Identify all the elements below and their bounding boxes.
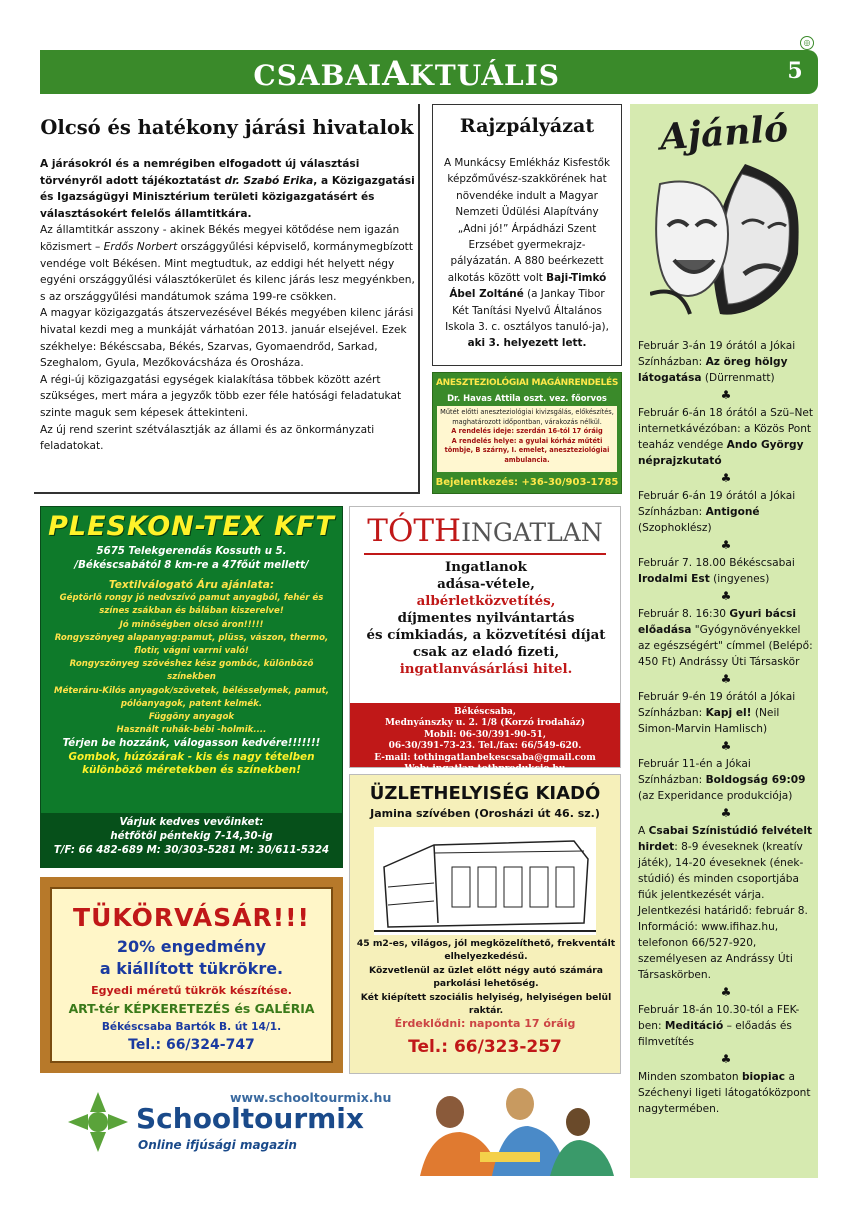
article-paragraph: Az államtitkár asszony - akinek Békés megyei kötődése nem igazán közismert – Erdős Norbert országgyűlési képviselő, kormánymegbízott vendége volt Békésen. Mint megtudtuk, az eddigi hét helyett négy egyéni országgyűlési választókerület és kilenc járás lesz megyénkben, s az országgyűlési mandátumok száma 199-re csökken. [40,224,415,303]
magazine-title: CSABAIAKTUÁLIS [253,54,560,94]
shop-rental-details [354,937,618,1017]
mirror-sale-ad [40,877,343,1073]
event-item: Február 3-án 19 órától a Jókai Színházban: Az öreg hölgy látogatása (Dürrenmatt) [638,340,796,384]
service-line: ingatlanvásárlási hitel. [399,661,573,677]
offer-line: Függöny anyagok [148,712,235,723]
service-line: adása-vétele, [437,576,535,592]
article-lead: A járásokról és a nemrégiben elfogadott új választási törvényről adott tájékoztatást dr. Szabó Erika, a Közigazgatási és Igazságügyi Minisztérium területi közigazgatásért és választásokért felelős államtitkára. [40,158,415,220]
theater-masks-icon [650,164,800,324]
article-paragraph: Az új rend szerint szétválasztják az állami és az önkormányzati feladatokat. [40,423,375,453]
discount-line: a kiállított tükrökre. [99,959,284,978]
event-item: A Csabai Színistúdió felvételt hirdet: 8-9 éveseknek (kreatív játék), 14-20 éveseknek (ének-stúdió) és minden csoportjába fiúk jelentkezését várja. Jelentkezési határidő: február 8. Információ: www.ifihaz.hu, telefonon 66/527-920, személyesen az Andrássy Úti Társaskörben. [638,825,813,981]
offer-line: Jó minőségben olcsó áron!!!!! [119,619,264,630]
shop-rental-ad [349,774,621,1074]
offer-line: Gombok, húzózárak - kis és nagy tételben különböző méretekben és színekben! [68,750,315,776]
event-item: Minden szombaton biopiac a Széchenyi ligeti látogatóközpont nagytermében. [638,1071,811,1115]
offer-line: Méteráru-Kilós anyagok/szövetek, bélésselymek, pamut, pólóanyagok, patent kelmék. [54,685,329,709]
students-photo-icon [410,1082,616,1176]
pleskon-address [41,545,342,573]
detail-line: Közvetlenül az üzlet előtt négy autó számára parkolási lehetőség. [368,964,604,990]
hours-label: Várjuk kedves vevőinket: [119,817,264,828]
discount-line: 20% engedmény [116,937,267,956]
mirror-sale-frame [50,887,333,1063]
event-item: Február 6-án 18 órától a Szü–Net internetkávézóban: a Közös Pont teaház vendége Ando György néprajzkutató [638,407,814,467]
schooltourmix-url: www.schooltourmix.hu [230,1090,392,1105]
shop-rental-contact-hours: Érdeklődni: naponta 17 óráig [394,1017,576,1030]
sidebar-title: Ajánló [658,107,790,159]
offer-line: Használt ruhák-bébi -holmik.... [116,725,267,736]
event-item: Február 18-án 10.30-tól a FEK-ben: Meditáció – előadás és filmvetítés [638,1004,800,1048]
drawing-contest-text: A Munkácsy Emlékház Kisfestők képzőművész-szakkörének hat növendéke indult a Magyar Nemzeti Üdülési Alapítvány „Adni jó!” Árpádházi Szent Erzsébet gyermekrajz-pályázatán. A 880 beérkezett alkotás között volt Baji-Timkó Ábel Zoltáné (a Jankay Tibor Két Tanítási Nyelvű Általános Iskola 3. c. osztályos tanuló-ja), aki 3. helyezett lett. [443,157,611,350]
club-separator-icon: ♣ [720,388,732,402]
contact-line: Békéscsaba, [454,707,516,717]
offer-line: Rongyszönyeg szövéshez kész gombóc, különböző színekben [69,659,314,683]
pleskon-phones: T/F: 66 482-689 M: 30/303-5281 M: 30/611-5324 [53,845,330,856]
contact-web: Web: ingatlan.tothprodukcio.hu [404,764,566,775]
shop-rental-title: ÜZLETHELYISÉG KIADÓ [369,783,601,804]
contact-line: Mednyánszky u. 2. 1/8 (Korzó irodaház) [384,718,586,729]
service-line: és címkiadás, a közvetítési díjat [366,627,606,643]
club-separator-icon: ♣ [720,672,732,686]
pleskon-title: PLESKON-TEX KFT [48,511,335,542]
club-separator-icon: ♣ [720,538,732,552]
article-paragraph: A magyar közigazgatás átszervezésével Békés megyében kilenc járási hivatal kezdi meg a munkáját várhatóan 2013. január elsejével. Ezek székhelye: Békéscsaba, Békés, Szarvas, Gyomaendrőd, Sarkad, Szeghalom, Gyula, Mezőkovácsháza és Orosháza. [40,307,414,370]
toth-logo: TÓTHINGATLAN [367,513,603,549]
offer-line: Rongyszönyeg alapanyag:pamut, plüss, vászon, thermo, flotir, vágni varrni való! [54,632,329,657]
service-line: Ingatlanok [445,559,527,575]
service-line: albérletközvetítés, [416,593,556,609]
office-location: A rendelés helye: a gyulai kórház műtéti tömbje, B szárny, I. emelet, aneszteziológiai ambulancia. [444,436,610,464]
schooltourmix-banner [40,1080,622,1178]
club-separator-icon: ♣ [720,1052,732,1066]
club-separator-icon: ♣ [720,471,732,485]
toth-ingatlan-ad [349,506,621,775]
main-article [34,104,420,494]
service-line: csak az eladó fizeti, [412,644,560,660]
gallery-address: Békéscsaba Bartók B. út 14/1. [101,1021,282,1033]
contact-line: Mobil: 06-30/391-90-51, [423,729,547,740]
pleskon-tex-ad [40,506,343,868]
building-sketch-icon [374,827,596,935]
address-line: /Békéscsabától 8 km-re a 47főút mellett/ [74,560,309,571]
pleskon-offer [45,579,338,777]
club-separator-icon: ♣ [720,985,732,999]
shop-rental-location: Jamina szívében (Orosházi út 46. sz.) [370,807,600,820]
schooltourmix-logo-icon [66,1090,130,1154]
doctor-name: Dr. Havas Attila oszt. vez. főorvos [447,393,607,403]
club-separator-icon: ♣ [720,806,732,820]
event-item: Február 11-én a Jókai Színházban: Boldogság 69:09 (az Experidance produkciója) [638,758,806,802]
booking-phone: Bejelentkezés: +36-30/903-1785 [435,477,619,488]
toth-services [354,559,618,678]
anesthesiology-ad [432,372,622,494]
address-line: 5675 Telekgerendás Kossuth u 5. [96,546,287,557]
mirror-sale-title: TÜKÖRVÁSÁR!!! [73,903,310,932]
detail-line: 45 m2-es, világos, jól megközelíthető, frekventált elhelyezkedésű. [356,938,616,963]
schooltourmix-tagline: Online ifjúsági magazin [138,1138,297,1152]
offer-heading: Textilválogató Áru ajánlata: [108,579,275,591]
drawing-contest-title: Rajzpályázat [459,115,595,137]
page-number: 5 [787,58,803,84]
event-item: Február 8. 16:30 Gyuri bácsi előadása "Gyógynövényekkel az egészségért" címmel (Belépő: 450 Ft) Andrássy Úti Társaskör [638,608,813,668]
event-item: Február 7. 18.00 Békéscsabai Irodalmi Est (ingyenes) [638,557,795,585]
recommendations-sidebar [630,104,818,1178]
shop-rental-phone: Tel.: 66/323-257 [408,1037,562,1057]
contact-line: 06-30/391-73-23. Tel./fax: 66/549-620. [388,741,582,752]
service-description: Műtét előtti aneszteziológiai kivizsgálás, előkészítés, maghatározott időpontban, várakozás nélkül. [440,408,614,426]
article-title: Olcsó és hatékony járási hivatalok [40,116,414,139]
office-hours: A rendelés ideje: szerdán 16-tól 17 óráig [451,427,603,436]
offer-line: Géptörlő rongy jó nedvszívó pamut anyagból, fehér és színes zsákban és bálában kiszerelve! [59,593,324,617]
offer-line: Térjen be hozzánk, válogasson kedvére!!!!!!! [62,738,321,750]
schooltourmix-name: Schooltourmix [136,1102,364,1135]
event-list [638,338,814,1117]
gallery-name: ART-tér KÉPKERETEZÉS és GALÉRIA [68,1001,315,1016]
article-paragraph: A régi-új közigazgatási egységek kialakítása többek között azért szükséges, mert mára a jegyzők több ezer féle hatósági feladatukat szinte maguk sem képesek áttekinteni. [40,373,402,419]
toth-contact [350,703,620,775]
detail-line: Két kiépített szociális helyiség, helyiségen belül raktár. [360,991,612,1017]
service-line: díjmentes nyilvántartás [397,610,575,626]
article-body [40,156,416,455]
custom-mirror-line: Egyedi méretű tükrök készítése. [91,984,292,997]
event-item: Február 9-én 19 órától a Jókai Színházban: Kapj el! (Neil Simon-Marvin Hamlisch) [638,691,796,735]
gallery-phone: Tel.: 66/324-747 [128,1037,255,1053]
club-separator-icon: ♣ [720,739,732,753]
anesthesiology-title: ANESZTEZIOLÓGIAI MAGÁNRENDELÉS [435,378,619,388]
magazine-logo-icon: ◎ [800,36,814,50]
drawing-contest-box [432,104,622,366]
event-item: Február 6-án 19 órától a Jókai Színházban: Antigoné (Szophoklész) [638,490,796,534]
divider [364,553,606,555]
pleskon-hours-contact [41,813,342,868]
contact-email: E-mail: tothingatlanbekescsaba@gmail.com [374,752,596,763]
club-separator-icon: ♣ [720,589,732,603]
opening-hours: hétfőtől péntekig 7-14,30-ig [110,831,273,842]
anesthesiology-details [437,406,617,472]
